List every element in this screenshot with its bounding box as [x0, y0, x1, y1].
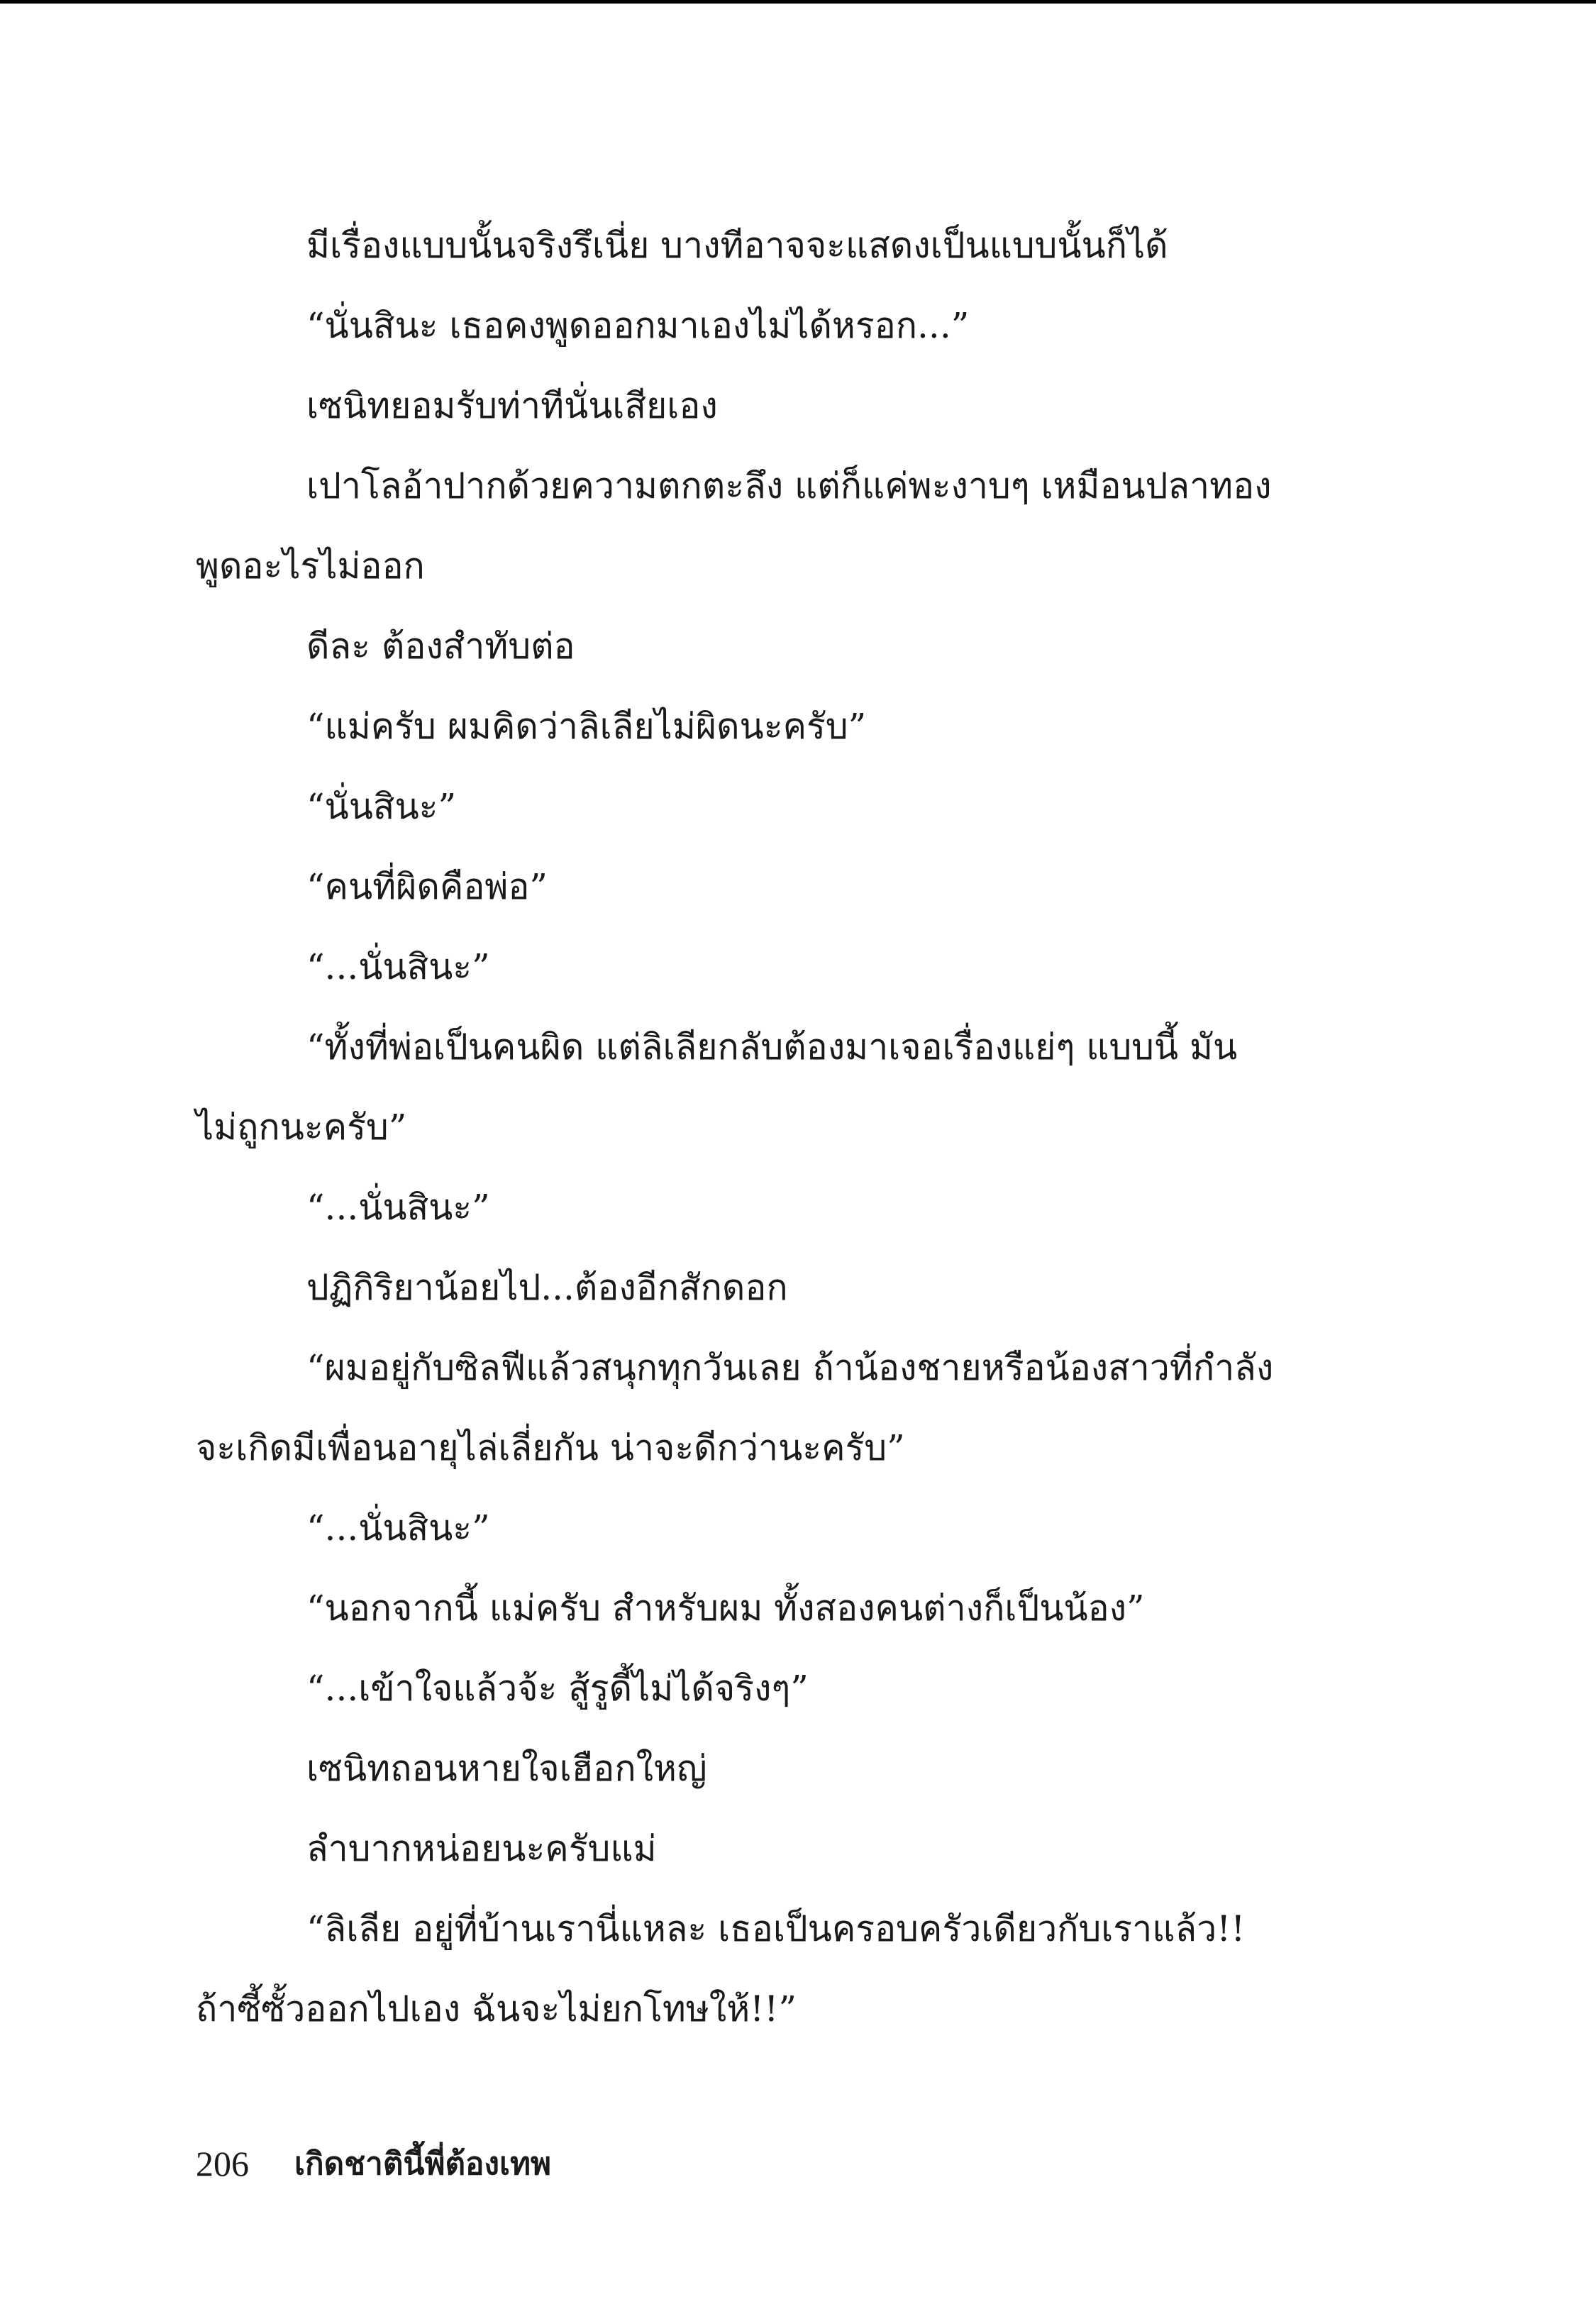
dialogue-line: “...นั่นสินะ” [306, 1187, 490, 1228]
paragraph-continuation: ไม่ถูกนะครับ” [196, 1107, 407, 1148]
paragraph: เซนิทยอมรับท่าทีนั่นเสียเอง [306, 385, 718, 426]
paragraph: มีเรื่องแบบนั้นจริงรึเนี่ย บางทีอาจจะแสดงเป็นแบบนั้นก็ได้ [306, 225, 1168, 266]
paragraph: เซนิทถอนหายใจเฮือกใหญ่ [306, 1748, 707, 1789]
paragraph-continuation: จะเกิดมีเพื่อนอายุไล่เลี่ยกัน น่าจะดีกว่านะครับ” [196, 1427, 905, 1468]
paragraph-continuation: พูดอะไรไม่ออก [196, 546, 425, 587]
dialogue-line: “...นั่นสินะ” [306, 1507, 490, 1549]
paragraph: ดีละ ต้องสำทับต่อ [306, 626, 575, 667]
book-title: เกิดชาตินี้พี่ต้องเทพ [294, 2146, 552, 2182]
top-border-line [0, 0, 1596, 4]
dialogue-line: “แม่ครับ ผมคิดว่าลิเลียไม่ผิดนะครับ” [306, 706, 867, 747]
dialogue-line: “นั่นสินะ” [306, 786, 457, 827]
dialogue-line: “นั่นสินะ เธอคงพูดออกมาเองไม่ได้หรอก...” [306, 305, 970, 346]
paragraph: เปาโลอ้าปากด้วยความตกตะลึง แต่ก็แค่พะงาบๆ เหมือนปลาทอง [306, 465, 1272, 506]
dialogue-line: “คนที่ผิดคือพ่อ” [306, 866, 548, 907]
dialogue-line: “ผมอยู่กับซิลฟีแล้วสนุกทุกวันเลย ถ้าน้องชายหรือน้องสาวที่กำลัง [306, 1347, 1274, 1388]
dialogue-line: “...เข้าใจแล้วจ้ะ สู้รูดี้ไม่ได้จริงๆ” [306, 1668, 809, 1709]
page-number: 206 [196, 2144, 249, 2183]
paragraph: ปฏิกิริยาน้อยไป...ต้องอีกสักดอก [306, 1267, 788, 1308]
dialogue-line: “ทั้งที่พ่อเป็นคนผิด แต่ลิเลียกลับต้องมาเจอเรื่องแย่ๆ แบบนี้ มัน [306, 1026, 1238, 1068]
paragraph: ลำบากหน่อยนะครับแม่ [306, 1828, 657, 1869]
body-text [196, 206, 1302, 2049]
page-footer [196, 2135, 551, 2192]
dialogue-line: “นอกจากนี้ แม่ครับ สำหรับผม ทั้งสองคนต่างก็เป็นน้อง” [306, 1588, 1145, 1629]
paragraph-continuation: ถ้าซี้ซั้วออกไปเอง ฉันจะไม่ยกโทษให้!!” [196, 1988, 797, 2030]
dialogue-line: “ลิเลีย อยู่ที่บ้านเรานี่แหละ เธอเป็นครอบครัวเดียวกับเราแล้ว!! [306, 1908, 1246, 1949]
dialogue-line: “...นั่นสินะ” [306, 946, 490, 987]
